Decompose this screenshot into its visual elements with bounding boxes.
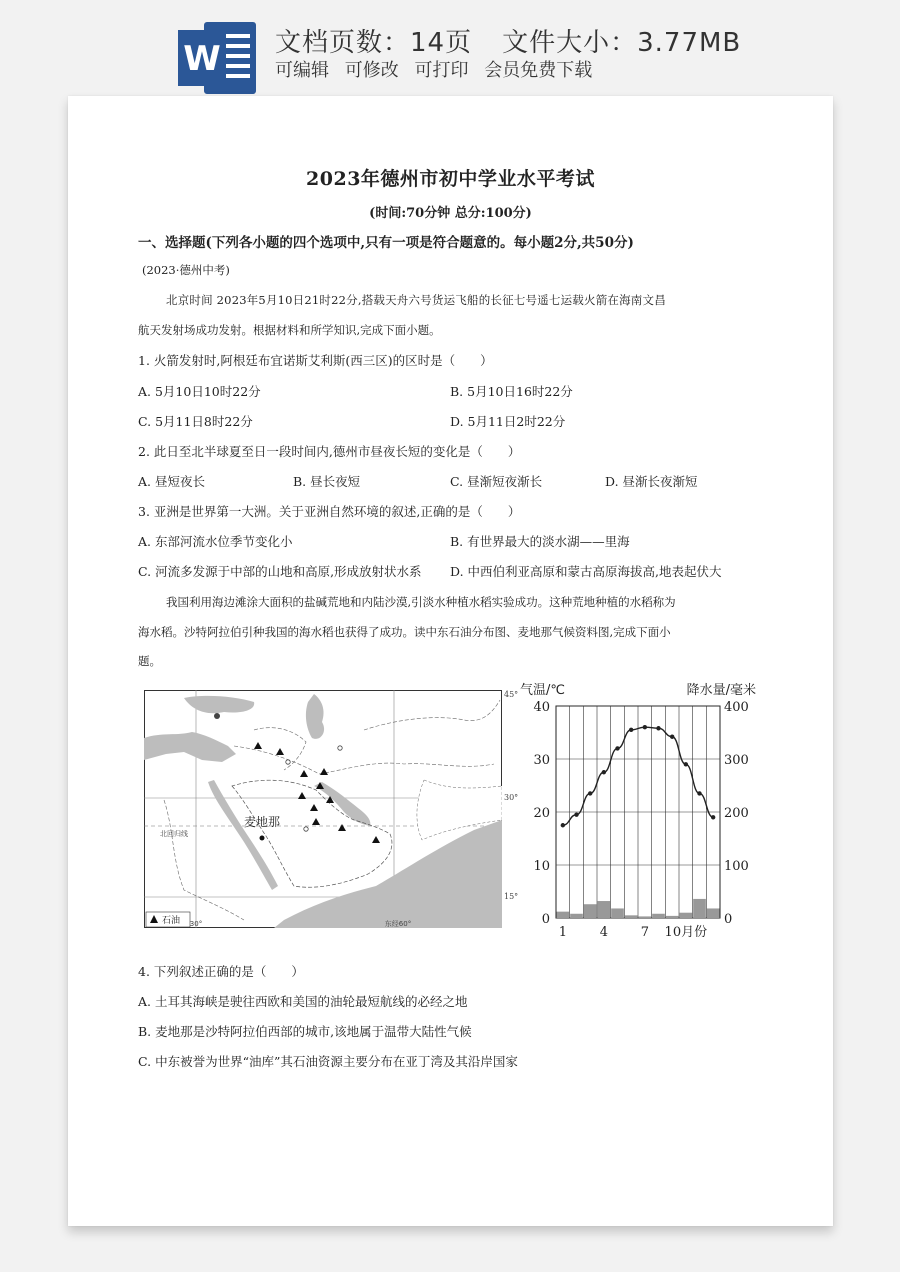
temperature-point xyxy=(561,823,565,827)
temperature-tick-label: 20 xyxy=(533,806,550,821)
intro-paragraph-2-line-1: 我国利用海边滩涂大面积的盐碱荒地和内陆沙漠,引淡水种植水稻实验成功。这种荒地种植的水稻称为 xyxy=(166,595,676,609)
temperature-tick-label: 30 xyxy=(533,753,550,768)
exam-title: 2023年德州市初中学业水平考试 xyxy=(306,168,595,190)
precipitation-bar xyxy=(666,916,679,918)
precipitation-tick-label: 100 xyxy=(724,859,749,874)
precipitation-bar xyxy=(693,899,706,918)
intro-paragraph-2-line-2: 海水稻。沙特阿拉伯引种我国的海水稻也获得了成功。读中东石油分布图、麦地那气候资料图,完成下面小 xyxy=(138,625,671,639)
intro-paragraph-2-line-3: 题。 xyxy=(138,654,161,668)
precipitation-tick-label: 300 xyxy=(724,753,749,768)
temperature-tick-label: 0 xyxy=(541,912,550,927)
banner-features xyxy=(275,56,602,82)
question-4-option-c: C. 中东被誉为世界“油库”其石油资源主要分布在亚丁湾及其沿岸国家 xyxy=(138,1054,518,1069)
temperature-point xyxy=(574,812,578,816)
temperature-point xyxy=(670,735,674,739)
lat-45-label: 45° xyxy=(504,690,519,699)
month-tick-label: 7 xyxy=(640,925,649,940)
download-banner xyxy=(0,0,900,96)
question-1-option-c: C. 5月11日8时22分 xyxy=(138,414,253,429)
svg-text:W: W xyxy=(183,39,221,79)
precipitation-bar xyxy=(707,908,720,918)
question-4: 4. 下列叙述正确的是（ ） xyxy=(138,964,304,979)
question-2-option-b: B. 昼长夜短 xyxy=(293,474,361,489)
temperature-point xyxy=(711,815,715,819)
feature-modifiable: 可修改 xyxy=(344,60,399,81)
question-2: 2. 此日至北半球夏至日一段时间内,德州市昼夜长短的变化是（ ） xyxy=(138,444,521,459)
precipitation-tick-label: 400 xyxy=(724,700,749,715)
precipitation-bar xyxy=(584,904,597,918)
lat-15-label: 15° xyxy=(504,892,519,901)
question-3-option-d: D. 中西伯利亚高原和蒙古高原海拔高,地表起伏大 xyxy=(450,564,722,579)
banner-meta xyxy=(275,22,741,59)
precipitation-bar xyxy=(570,914,583,918)
temperature-tick-label: 40 xyxy=(533,700,550,715)
month-tick-label: 1 xyxy=(558,925,567,940)
question-4-option-a: A. 土耳其海峡是驶往西欧和美国的油轮最短航线的必经之地 xyxy=(138,994,468,1009)
question-2-option-d: D. 昼渐长夜渐短 xyxy=(605,474,698,489)
temperature-point xyxy=(684,762,688,766)
exam-paper-page xyxy=(68,96,833,1226)
medina-label: 麦地那 xyxy=(244,815,281,829)
section-heading: 一、选择题(下列各小题的四个选项中,只有一项是符合题意的。每小题2分,共50分) xyxy=(138,235,634,251)
precipitation-bar xyxy=(611,908,624,918)
precipitation-axis-title: 降水量/毫米 xyxy=(686,683,756,698)
question-3: 3. 亚洲是世界第一大洲。关于亚洲自然环境的叙述,正确的是（ ） xyxy=(138,504,521,519)
lon-60-label: 东经60° xyxy=(384,920,412,928)
file-size-label: 文件大小：3.77MB xyxy=(502,28,742,58)
city-ankara-dot xyxy=(214,713,220,719)
temperature-point xyxy=(602,770,606,774)
precipitation-bar xyxy=(598,901,611,918)
question-2-option-c: C. 昼渐短夜渐长 xyxy=(450,474,543,489)
month-tick-label: 10月份 xyxy=(664,925,708,940)
precipitation-tick-label: 0 xyxy=(724,912,733,927)
question-1: 1. 火箭发射时,阿根廷布宜诺斯艾利斯(西三区)的区时是（ ） xyxy=(138,353,493,368)
precipitation-bar xyxy=(680,913,693,918)
legend-oil-label: 石油 xyxy=(162,916,181,926)
tropic-label: 北回归线 xyxy=(160,830,188,838)
source-note: (2023·德州中考) xyxy=(142,263,230,277)
temperature-axis-title: 气温/℃ xyxy=(520,683,565,698)
question-3-option-c: C. 河流多发源于中部的山地和高原,形成放射状水系 xyxy=(138,564,422,579)
precipitation-bar xyxy=(625,915,638,918)
intro-paragraph-1-line-1: 北京时间 2023年5月10日21时22分,搭载天舟六号货运飞船的长征七号遥七运载火箭在海南文昌 xyxy=(166,293,666,307)
lon-30-label: 30° xyxy=(189,920,203,928)
question-3-option-b: B. 有世界最大的淡水湖——里海 xyxy=(450,534,630,549)
intro-paragraph-1-line-2: 航天发射场成功发射。根据材料和所学知识,完成下面小题。 xyxy=(138,323,441,337)
lat-30-label: 30° xyxy=(504,793,519,802)
feature-member-download: 会员免费下载 xyxy=(484,60,593,81)
feature-printable: 可打印 xyxy=(414,60,469,81)
temperature-point xyxy=(656,726,660,730)
medina-dot xyxy=(260,836,265,841)
page-count-label: 文档页数：14页 xyxy=(275,28,473,58)
word-document-icon xyxy=(178,20,258,96)
precipitation-bar xyxy=(639,916,652,918)
temperature-point xyxy=(629,728,633,732)
question-3-option-a: A. 东部河流水位季节变化小 xyxy=(138,534,293,549)
precipitation-tick-label: 200 xyxy=(724,806,749,821)
temperature-point xyxy=(643,725,647,729)
medina-climate-chart xyxy=(518,678,758,940)
temperature-point xyxy=(615,746,619,750)
exam-subtitle: (时间:70分钟 总分:100分) xyxy=(369,206,532,221)
question-1-option-b: B. 5月10日16时22分 xyxy=(450,384,573,399)
middle-east-oil-map xyxy=(144,690,502,928)
month-tick-label: 4 xyxy=(599,925,608,940)
temperature-tick-label: 10 xyxy=(533,859,550,874)
question-1-option-a: A. 5月10日10时22分 xyxy=(138,384,261,399)
temperature-point xyxy=(588,791,592,795)
question-4-option-b: B. 麦地那是沙特阿拉伯西部的城市,该地属于温带大陆性气候 xyxy=(138,1024,472,1039)
question-1-option-d: D. 5月11日2时22分 xyxy=(450,414,566,429)
precipitation-bar xyxy=(652,914,665,918)
question-2-option-a: A. 昼短夜长 xyxy=(138,474,205,489)
feature-editable: 可编辑 xyxy=(275,60,329,81)
precipitation-bar xyxy=(557,912,570,918)
temperature-point xyxy=(697,791,701,795)
